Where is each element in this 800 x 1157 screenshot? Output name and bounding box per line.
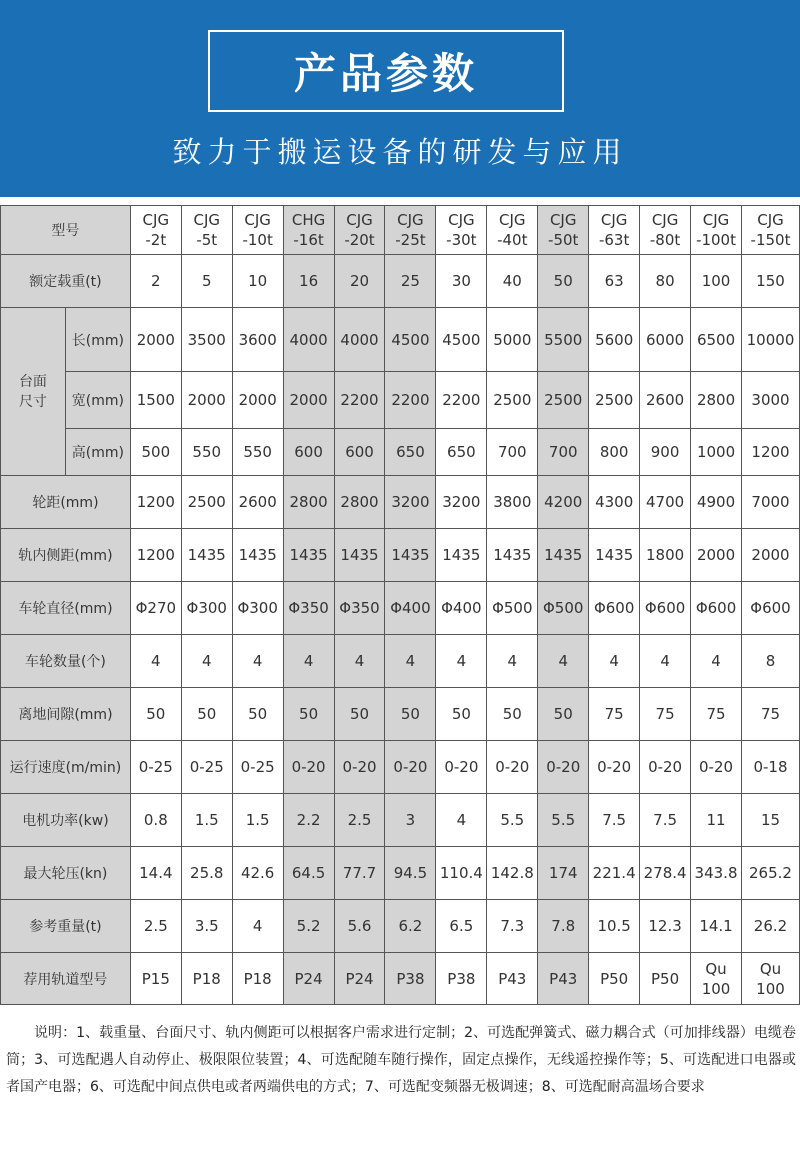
model-cell bbox=[334, 206, 385, 255]
value-cell: 100 bbox=[691, 255, 742, 308]
value-cell: 11 bbox=[691, 794, 742, 847]
cell-line: CJG bbox=[600, 211, 628, 229]
value-cell: 2000 bbox=[742, 529, 800, 582]
value-cell: 4300 bbox=[589, 476, 640, 529]
model-cell bbox=[283, 206, 334, 255]
row-label-rated-load: 额定载重(t) bbox=[1, 255, 131, 308]
value-cell: 10.5 bbox=[589, 900, 640, 953]
value-cell: 2000 bbox=[283, 372, 334, 429]
value-cell: 15 bbox=[742, 794, 800, 847]
value-cell: 0-25 bbox=[181, 741, 232, 794]
value-cell: 5 bbox=[181, 255, 232, 308]
cell-line: -30t bbox=[446, 231, 477, 249]
model-cell bbox=[589, 206, 640, 255]
table-row bbox=[1, 635, 800, 688]
value-cell: Φ600 bbox=[742, 582, 800, 635]
row-label-platform-length: 长(mm) bbox=[65, 308, 130, 372]
value-cell: 1200 bbox=[742, 429, 800, 476]
cell-line: 100 bbox=[701, 979, 731, 998]
value-cell: P43 bbox=[538, 953, 589, 1005]
row-label-wheel-diameter: 车轮直径(mm) bbox=[1, 582, 131, 635]
value-cell: 2800 bbox=[334, 476, 385, 529]
value-cell: 800 bbox=[589, 429, 640, 476]
value-cell: 1435 bbox=[181, 529, 232, 582]
value-cell: 2200 bbox=[385, 372, 436, 429]
table-row bbox=[1, 206, 800, 255]
value-cell: 700 bbox=[487, 429, 538, 476]
value-cell: 6000 bbox=[640, 308, 691, 372]
value-cell: 3800 bbox=[487, 476, 538, 529]
row-label-ref-weight: 参考重量(t) bbox=[1, 900, 131, 953]
value-cell: 0-25 bbox=[130, 741, 181, 794]
page-subtitle: 致力于搬运设备的研发与应用 bbox=[172, 135, 628, 169]
value-cell: 4 bbox=[589, 635, 640, 688]
value-cell: 7.5 bbox=[589, 794, 640, 847]
cell-line: CJG bbox=[651, 211, 679, 229]
value-cell: 4 bbox=[130, 635, 181, 688]
value-cell: 3600 bbox=[232, 308, 283, 372]
row-label-model: 型号 bbox=[1, 206, 131, 255]
value-cell: P50 bbox=[589, 953, 640, 1005]
table-row bbox=[1, 953, 800, 1005]
table-row bbox=[1, 529, 800, 582]
value-cell: 2800 bbox=[283, 476, 334, 529]
value-cell: 6.5 bbox=[436, 900, 487, 953]
cell-line: -50t bbox=[548, 231, 579, 249]
value-cell: Φ500 bbox=[487, 582, 538, 635]
value-cell: 4 bbox=[538, 635, 589, 688]
value-cell: 75 bbox=[691, 688, 742, 741]
value-cell: 142.8 bbox=[487, 847, 538, 900]
cell-line: 100 bbox=[756, 979, 785, 998]
table-row bbox=[1, 688, 800, 741]
cell-line: 尺寸 bbox=[18, 393, 47, 410]
value-cell: Φ400 bbox=[385, 582, 436, 635]
value-cell: 600 bbox=[334, 429, 385, 476]
value-cell: 4500 bbox=[385, 308, 436, 372]
value-cell: 26.2 bbox=[742, 900, 800, 953]
value-cell: 5600 bbox=[589, 308, 640, 372]
value-cell: 2800 bbox=[691, 372, 742, 429]
value-cell: 14.4 bbox=[130, 847, 181, 900]
value-cell: 3000 bbox=[742, 372, 800, 429]
value-cell: 0-20 bbox=[487, 741, 538, 794]
value-cell: 50 bbox=[538, 255, 589, 308]
value-cell: 50 bbox=[334, 688, 385, 741]
value-cell: 2.2 bbox=[283, 794, 334, 847]
value-cell: 94.5 bbox=[385, 847, 436, 900]
value-cell: 4 bbox=[232, 900, 283, 953]
value-cell: 2600 bbox=[232, 476, 283, 529]
value-cell: 4000 bbox=[334, 308, 385, 372]
value-cell: 550 bbox=[181, 429, 232, 476]
value-cell: Φ400 bbox=[436, 582, 487, 635]
value-cell: 50 bbox=[385, 688, 436, 741]
value-cell: 1800 bbox=[640, 529, 691, 582]
row-label-rail-type: 荐用轨道型号 bbox=[1, 953, 131, 1005]
value-cell: 25.8 bbox=[181, 847, 232, 900]
value-cell: Φ600 bbox=[691, 582, 742, 635]
value-cell: 110.4 bbox=[436, 847, 487, 900]
value-cell: 2500 bbox=[487, 372, 538, 429]
value-cell: 75 bbox=[589, 688, 640, 741]
model-cell bbox=[130, 206, 181, 255]
cell-line: -16t bbox=[293, 231, 324, 249]
table-row bbox=[1, 372, 800, 429]
cell-line: -5t bbox=[196, 231, 218, 249]
value-cell: 0-20 bbox=[283, 741, 334, 794]
value-cell: 7.5 bbox=[640, 794, 691, 847]
value-cell bbox=[742, 953, 800, 1005]
cell-line: CJG bbox=[702, 211, 730, 229]
row-label-max-wheel-load: 最大轮压(kn) bbox=[1, 847, 131, 900]
value-cell: 3500 bbox=[181, 308, 232, 372]
value-cell: 1500 bbox=[130, 372, 181, 429]
table-row bbox=[1, 794, 800, 847]
cell-line: CJG bbox=[142, 211, 170, 229]
value-cell: 5.5 bbox=[538, 794, 589, 847]
value-cell: 0-25 bbox=[232, 741, 283, 794]
value-cell: 1435 bbox=[436, 529, 487, 582]
value-cell: 6.2 bbox=[385, 900, 436, 953]
value-cell: 7.8 bbox=[538, 900, 589, 953]
table-row bbox=[1, 429, 800, 476]
value-cell: 2.5 bbox=[130, 900, 181, 953]
value-cell: 80 bbox=[640, 255, 691, 308]
value-cell: 50 bbox=[232, 688, 283, 741]
notes-paragraph: 说明：1、载重量、台面尺寸、轨内侧距可以根据客户需求进行定制；2、可选配弹簧式、磁力耦合式（可加排线器）电缆卷筒；3、可选配遇人自动停止、极限限位装置；4、可选配随车随行操作，固定点操作，无线遥控操作等；5、可选配进口电器或者国产电器；6、可选配中间点供电或者两端供电的方式；7、可选配变频器无极调速；8、可选配耐高温场合要求 bbox=[6, 1025, 796, 1095]
cell-line: -2t bbox=[145, 231, 167, 249]
value-cell: 0-20 bbox=[436, 741, 487, 794]
cell-line: -150t bbox=[750, 231, 791, 249]
value-cell: 4200 bbox=[538, 476, 589, 529]
value-cell: 4500 bbox=[436, 308, 487, 372]
row-label-motor-power: 电机功率(kw) bbox=[1, 794, 131, 847]
table-row bbox=[1, 741, 800, 794]
value-cell: P24 bbox=[334, 953, 385, 1005]
value-cell: 5.2 bbox=[283, 900, 334, 953]
value-cell: 4 bbox=[181, 635, 232, 688]
model-cell bbox=[538, 206, 589, 255]
cell-line: CJG bbox=[346, 211, 373, 229]
cell-line: -100t bbox=[696, 231, 736, 249]
value-cell: 2500 bbox=[181, 476, 232, 529]
page-title: 产品参数 bbox=[208, 30, 564, 112]
table-row bbox=[1, 476, 800, 529]
value-cell: 150 bbox=[742, 255, 800, 308]
value-cell: Φ600 bbox=[589, 582, 640, 635]
value-cell: 50 bbox=[283, 688, 334, 741]
value-cell: Φ270 bbox=[130, 582, 181, 635]
value-cell: 1.5 bbox=[181, 794, 232, 847]
row-label-ground-clearance: 离地间隙(mm) bbox=[1, 688, 131, 741]
value-cell: 2500 bbox=[589, 372, 640, 429]
value-cell: 50 bbox=[538, 688, 589, 741]
value-cell: 8 bbox=[742, 635, 800, 688]
value-cell: 4 bbox=[283, 635, 334, 688]
cell-line: -40t bbox=[497, 231, 528, 249]
value-cell: 550 bbox=[232, 429, 283, 476]
value-cell: 0.8 bbox=[130, 794, 181, 847]
table-row bbox=[1, 582, 800, 635]
value-cell: 64.5 bbox=[283, 847, 334, 900]
value-cell: 500 bbox=[130, 429, 181, 476]
value-cell: 650 bbox=[385, 429, 436, 476]
cell-line: CJG bbox=[244, 211, 271, 229]
value-cell: 12.3 bbox=[640, 900, 691, 953]
value-cell: P24 bbox=[283, 953, 334, 1005]
table-row bbox=[1, 847, 800, 900]
value-cell: P38 bbox=[436, 953, 487, 1005]
cell-line: Qu bbox=[759, 959, 782, 978]
value-cell: 50 bbox=[181, 688, 232, 741]
value-cell: 2.5 bbox=[334, 794, 385, 847]
value-cell: 0-20 bbox=[334, 741, 385, 794]
value-cell: 0-20 bbox=[640, 741, 691, 794]
value-cell: 265.2 bbox=[742, 847, 800, 900]
model-cell bbox=[181, 206, 232, 255]
value-cell: 1435 bbox=[589, 529, 640, 582]
model-cell bbox=[436, 206, 487, 255]
table-row bbox=[1, 255, 800, 308]
value-cell: 4900 bbox=[691, 476, 742, 529]
value-cell: 63 bbox=[589, 255, 640, 308]
value-cell: 25 bbox=[385, 255, 436, 308]
cell-line: CJG bbox=[448, 211, 475, 229]
value-cell: 16 bbox=[283, 255, 334, 308]
value-cell: 4000 bbox=[283, 308, 334, 372]
value-cell: 900 bbox=[640, 429, 691, 476]
cell-line: CJG bbox=[549, 211, 577, 229]
value-cell: 2500 bbox=[538, 372, 589, 429]
value-cell: 1435 bbox=[385, 529, 436, 582]
value-cell: 3 bbox=[385, 794, 436, 847]
value-cell: 1435 bbox=[538, 529, 589, 582]
value-cell: 2200 bbox=[334, 372, 385, 429]
row-label-platform-width: 宽(mm) bbox=[65, 372, 130, 429]
row-label-speed: 运行速度(m/min) bbox=[1, 741, 131, 794]
row-label-wheel-count: 车轮数量(个) bbox=[1, 635, 131, 688]
cell-line: -10t bbox=[242, 231, 273, 249]
value-cell: 3200 bbox=[385, 476, 436, 529]
value-cell: 1435 bbox=[232, 529, 283, 582]
value-cell: Φ300 bbox=[181, 582, 232, 635]
model-cell bbox=[232, 206, 283, 255]
value-cell: 1000 bbox=[691, 429, 742, 476]
value-cell: 2 bbox=[130, 255, 181, 308]
value-cell: 4 bbox=[385, 635, 436, 688]
row-label-platform-size bbox=[1, 308, 66, 476]
value-cell: P18 bbox=[232, 953, 283, 1005]
value-cell: 343.8 bbox=[691, 847, 742, 900]
cell-line: CJG bbox=[757, 211, 784, 229]
value-cell: 1435 bbox=[487, 529, 538, 582]
value-cell: 10 bbox=[232, 255, 283, 308]
value-cell: 4 bbox=[436, 794, 487, 847]
cell-line: -25t bbox=[395, 231, 426, 249]
cell-line: -20t bbox=[344, 231, 375, 249]
row-label-platform-height: 高(mm) bbox=[65, 429, 130, 476]
cell-line: -63t bbox=[598, 231, 630, 249]
value-cell: Φ350 bbox=[283, 582, 334, 635]
value-cell: 5.6 bbox=[334, 900, 385, 953]
value-cell: Φ300 bbox=[232, 582, 283, 635]
value-cell: P38 bbox=[385, 953, 436, 1005]
cell-line: CJG bbox=[193, 211, 220, 229]
cell-line: CJG bbox=[499, 211, 526, 229]
value-cell: 75 bbox=[742, 688, 800, 741]
table-row bbox=[1, 900, 800, 953]
value-cell: P50 bbox=[640, 953, 691, 1005]
value-cell: 0-20 bbox=[385, 741, 436, 794]
model-cell bbox=[742, 206, 800, 255]
value-cell: 1200 bbox=[130, 476, 181, 529]
value-cell: 50 bbox=[487, 688, 538, 741]
value-cell: 3.5 bbox=[181, 900, 232, 953]
value-cell: 14.1 bbox=[691, 900, 742, 953]
table-row bbox=[1, 308, 800, 372]
value-cell: 700 bbox=[538, 429, 589, 476]
value-cell: 4700 bbox=[640, 476, 691, 529]
value-cell: 1435 bbox=[283, 529, 334, 582]
value-cell: 4 bbox=[487, 635, 538, 688]
value-cell: 30 bbox=[436, 255, 487, 308]
value-cell: P15 bbox=[130, 953, 181, 1005]
value-cell: 75 bbox=[640, 688, 691, 741]
cell-line: 台面 bbox=[18, 373, 47, 390]
value-cell: 0-20 bbox=[589, 741, 640, 794]
value-cell: 4 bbox=[436, 635, 487, 688]
value-cell: 5000 bbox=[487, 308, 538, 372]
value-cell: 0-20 bbox=[538, 741, 589, 794]
cell-line: -80t bbox=[649, 231, 681, 249]
value-cell: Φ600 bbox=[640, 582, 691, 635]
header-banner bbox=[0, 0, 800, 197]
value-cell: 2000 bbox=[181, 372, 232, 429]
value-cell: 5500 bbox=[538, 308, 589, 372]
value-cell: Φ350 bbox=[334, 582, 385, 635]
value-cell: 1435 bbox=[334, 529, 385, 582]
value-cell: 174 bbox=[538, 847, 589, 900]
cell-line: Qu bbox=[705, 959, 727, 978]
value-cell: 10000 bbox=[742, 308, 800, 372]
value-cell: 4 bbox=[334, 635, 385, 688]
value-cell: 2000 bbox=[130, 308, 181, 372]
value-cell: 4 bbox=[691, 635, 742, 688]
model-cell bbox=[487, 206, 538, 255]
value-cell: 1200 bbox=[130, 529, 181, 582]
value-cell: 2000 bbox=[232, 372, 283, 429]
value-cell: 0-20 bbox=[691, 741, 742, 794]
model-cell bbox=[691, 206, 742, 255]
value-cell: 2000 bbox=[691, 529, 742, 582]
value-cell: 221.4 bbox=[589, 847, 640, 900]
value-cell: P18 bbox=[181, 953, 232, 1005]
value-cell: 20 bbox=[334, 255, 385, 308]
value-cell: 2600 bbox=[640, 372, 691, 429]
value-cell: 650 bbox=[436, 429, 487, 476]
value-cell: 1.5 bbox=[232, 794, 283, 847]
value-cell: 50 bbox=[130, 688, 181, 741]
value-cell: 6500 bbox=[691, 308, 742, 372]
spec-table bbox=[0, 205, 800, 1005]
value-cell bbox=[691, 953, 742, 1005]
value-cell: 50 bbox=[436, 688, 487, 741]
cell-line: CJG bbox=[397, 211, 424, 229]
value-cell: 278.4 bbox=[640, 847, 691, 900]
value-cell: 0-18 bbox=[742, 741, 800, 794]
value-cell: 4 bbox=[640, 635, 691, 688]
model-cell bbox=[640, 206, 691, 255]
value-cell: 3200 bbox=[436, 476, 487, 529]
row-label-wheelbase: 轮距(mm) bbox=[1, 476, 131, 529]
value-cell: 600 bbox=[283, 429, 334, 476]
value-cell: P43 bbox=[487, 953, 538, 1005]
value-cell: 4 bbox=[232, 635, 283, 688]
value-cell: 77.7 bbox=[334, 847, 385, 900]
value-cell: 42.6 bbox=[232, 847, 283, 900]
value-cell: 40 bbox=[487, 255, 538, 308]
value-cell: 2200 bbox=[436, 372, 487, 429]
model-cell bbox=[385, 206, 436, 255]
cell-line: CHG bbox=[291, 211, 326, 229]
row-label-rail-gauge: 轨内侧距(mm) bbox=[1, 529, 131, 582]
value-cell: 5.5 bbox=[487, 794, 538, 847]
value-cell: Φ500 bbox=[538, 582, 589, 635]
value-cell: 7000 bbox=[742, 476, 800, 529]
value-cell: 7.3 bbox=[487, 900, 538, 953]
